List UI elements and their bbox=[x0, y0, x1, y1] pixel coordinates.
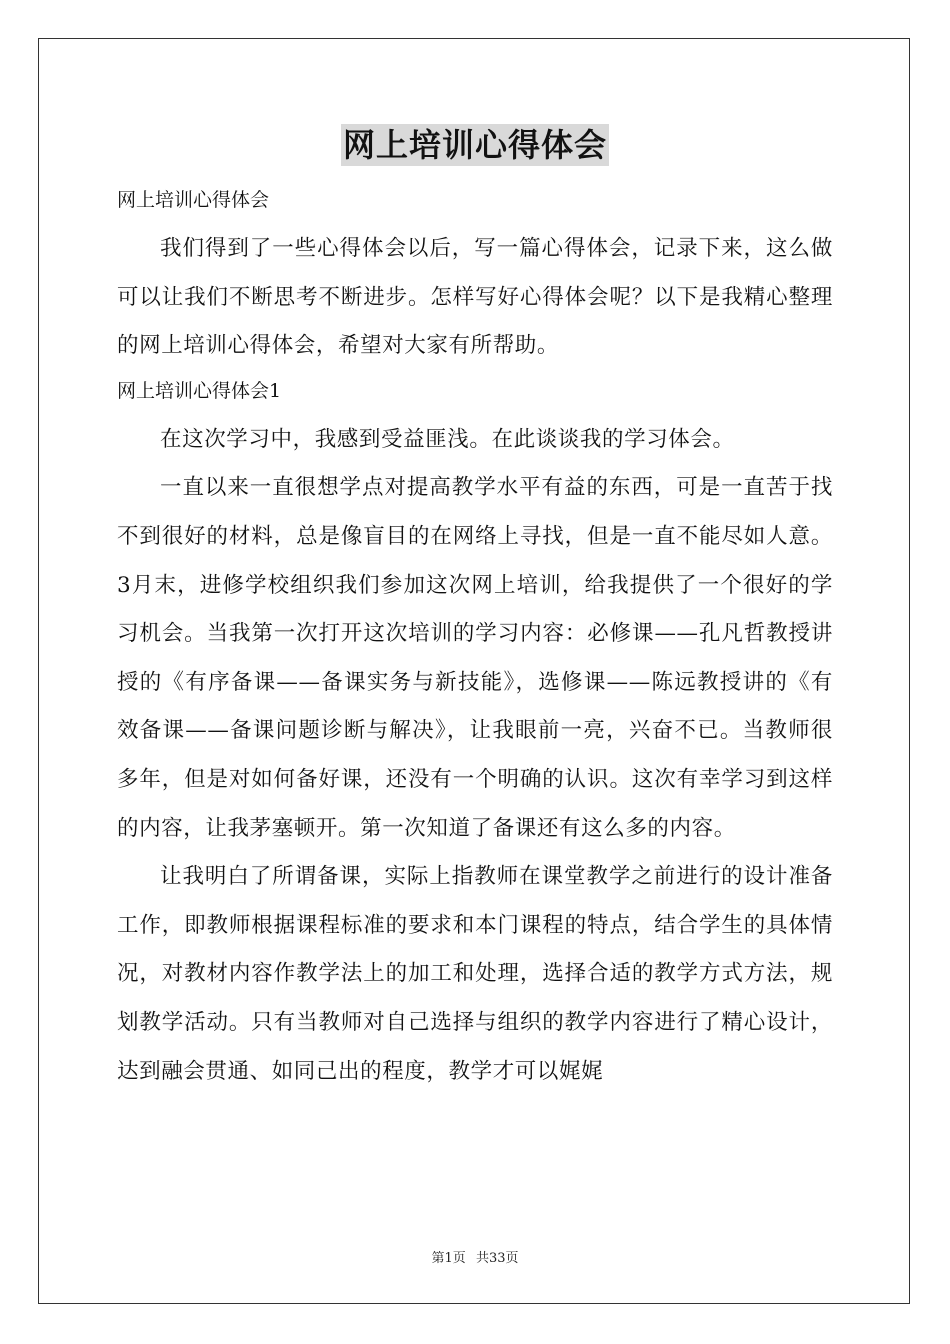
document-body bbox=[117, 180, 833, 1096]
document-subtitle: 网上培训心得体会 bbox=[117, 189, 270, 211]
body-paragraph-2: 一直以来一直很想学点对提高教学水平有益的东西，可是一直苦于找不到很好的材料，总是像盲目的在网络上寻找，但是一直不能尽如人意。3月末，进修学校组织我们参加这次网上培训，给我提供了一个很好的学习机会。当我第一次打开这次培训的学习内容：必修课——孔凡哲教授讲授的《有序备课——备课实务与新技能》，选修课——陈远教授讲的《有效备课——备课问题诊断与解决》，让我眼前一亮，兴奋不已。当教师很多年，但是对如何备好课，还没有一个明确的认识。这次有幸学习到这样的内容，让我茅塞顿开。第一次知道了备课还有这么多的内容。 bbox=[117, 475, 833, 841]
title-container bbox=[0, 124, 950, 166]
body-paragraph-3: 让我明白了所谓备课，实际上指教师在课堂教学之前进行的设计准备工作，即教师根据课程标准的要求和本门课程的特点，结合学生的具体情况，对教材内容作教学法上的加工和处理，选择合适的教学方式方法，规划教学活动。只有当教师对自己选择与组织的教学内容进行了精心设计，达到融会贯通、如同己出的程度，教学才可以娓娓 bbox=[117, 864, 833, 1084]
intro-paragraph: 我们得到了一些心得体会以后，写一篇心得体会，记录下来，这么做可以让我们不断思考不断进步。怎样写好心得体会呢？以下是我精心整理的网上培训心得体会，希望对大家有所帮助。 bbox=[117, 236, 833, 359]
document-title: 网上培训心得体会 bbox=[342, 126, 607, 164]
page-footer bbox=[0, 1247, 950, 1266]
page-number: 第1页 bbox=[431, 1251, 466, 1266]
page-total: 共33页 bbox=[475, 1251, 519, 1266]
body-paragraph-1: 在这次学习中，我感到受益匪浅。在此谈谈我的学习体会。 bbox=[160, 426, 735, 452]
section-heading: 网上培训心得体会1 bbox=[117, 379, 282, 402]
